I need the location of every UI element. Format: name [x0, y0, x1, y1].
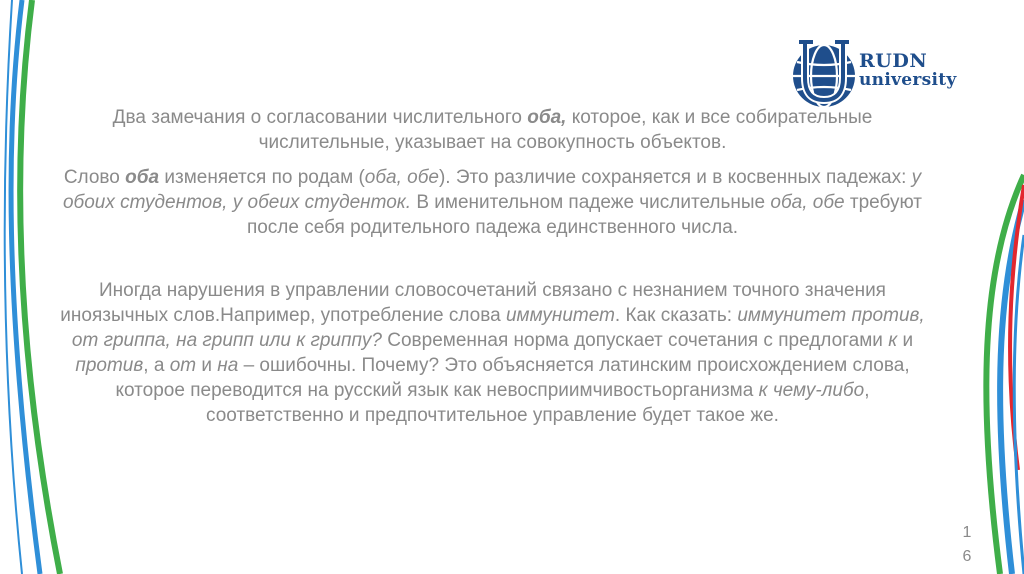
text-run-italic: на — [217, 355, 239, 376]
text-run: – ошибочны. Почему? Это объясняется латинским происхождением слова, которое переводится на русский язык как невосприимчивостьорганизма — [115, 355, 910, 401]
text-run: требуют после себя родительного падежа единственного числа. — [246, 192, 923, 238]
text-run-italic: от — [169, 355, 197, 376]
text-run-bold-italic: оба — [125, 167, 160, 188]
text-run-bold-italic: оба, — [527, 107, 567, 128]
text-run-italic: оба, обе — [770, 192, 845, 213]
right-stripes — [986, 175, 1024, 574]
slide-content — [60, 105, 925, 428]
page-number — [960, 521, 974, 569]
rudn-logo-text — [859, 52, 957, 89]
logo-line-2: university — [859, 70, 957, 90]
text-run: и — [196, 355, 218, 376]
text-run-italic: оба, обе — [364, 167, 439, 188]
paragraph-3 — [60, 278, 925, 428]
text-run: Два замечания о согласовании числительного — [112, 107, 528, 128]
paragraph-2 — [60, 165, 925, 240]
left-stripes — [5, 0, 60, 574]
text-run: Современная норма допускает сочетания с предлогами — [381, 330, 889, 351]
paragraph-1 — [60, 105, 925, 155]
text-run-italic: к чему-либо — [758, 380, 865, 401]
text-run-italic: к — [888, 330, 898, 351]
text-run-italic: у обоих студентов, у обеих студенток. — [62, 167, 922, 213]
text-run: , соответственно и предпочтительное управление будет такое же. — [206, 380, 870, 426]
text-run-italic: иммунитет — [505, 305, 615, 326]
text-run: Иногда нарушения в управлении словосочетаний связано с незнанием точного значения иноязычных слов.Например, употребление слова — [60, 280, 886, 326]
text-run-italic: иммунитет против, от гриппа, на грипп или к гриппу? — [71, 305, 925, 351]
text-run: , а — [143, 355, 170, 376]
logo-line-1: RUDN — [859, 50, 928, 72]
text-run-italic: против — [75, 355, 144, 376]
page-number-line-1: 1 — [962, 524, 972, 541]
text-run: . Как сказать: — [614, 305, 738, 326]
text-run: и — [897, 330, 914, 351]
text-run: ). Это различие сохраняется и в косвенных падежах: — [438, 167, 912, 188]
text-run: изменяется по родам ( — [159, 167, 365, 188]
page-number-line-2: 6 — [962, 548, 972, 565]
text-run: Слово — [63, 167, 126, 188]
text-run: которое, как и все собирательные числительные, указывает на совокупность объектов. — [258, 107, 873, 153]
text-run: В именительном падеже числительные — [411, 192, 771, 213]
